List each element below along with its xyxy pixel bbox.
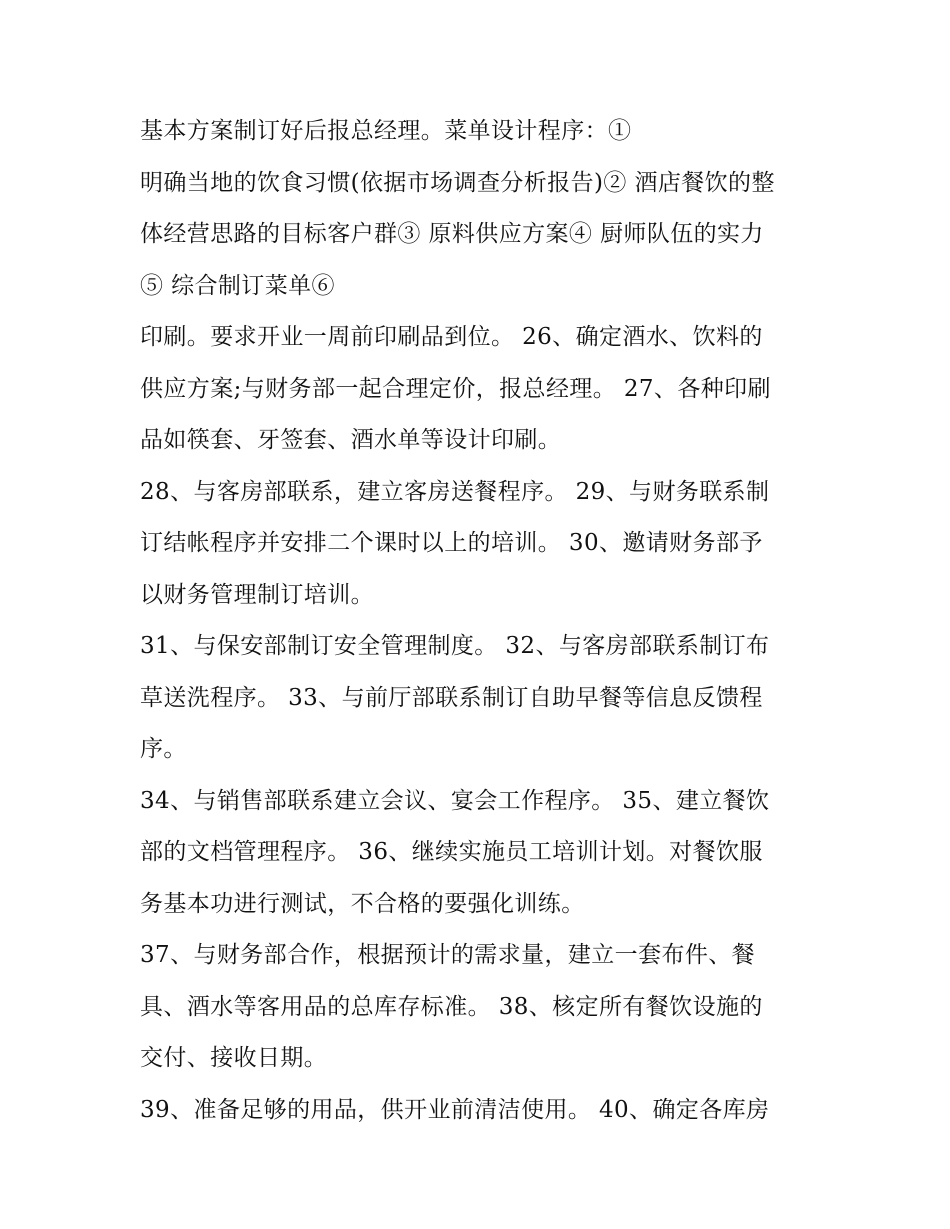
text-line: 基本方案制订好后报总经理。菜单设计程序：①: [140, 118, 632, 144]
text-line: 34、与销售部联系建立会议、宴会工作程序。 35、建立餐饮: [140, 787, 770, 814]
text-line: 订结帐程序并安排二个课时以上的培训。 30、邀请财务部予: [140, 530, 763, 556]
text-line: 39、准备足够的用品，供开业前清洁使用。 40、确定各库房: [140, 1096, 770, 1123]
text-line: 31、与保安部制订安全管理制度。 32、与客房部联系制订布: [140, 633, 770, 659]
text-line: 交付、接收日期。: [140, 1045, 328, 1071]
text-line: 序。: [140, 736, 187, 762]
text-line: 务基本功进行测试，不合格的要强化训练。: [140, 890, 585, 917]
text-line: 供应方案;与财务部一起合理定价，报总经理。 27、各种印刷: [140, 375, 771, 402]
text-line: ⑤ 综合制订菜单⑥: [140, 272, 335, 299]
text-line: 草送洗程序。 33、与前厅部联系制订自助早餐等信息反馈程: [140, 684, 763, 711]
text-line: 28、与客房部联系，建立客房送餐程序。 29、与财务联系制: [140, 478, 770, 505]
text-line: 明确当地的饮食习惯(依据市场调查分析报告)② 酒店餐饮的整: [140, 169, 775, 196]
document-body: [140, 106, 820, 1136]
text-line: 37、与财务部合作，根据预计的需求量，建立一套布件、餐: [140, 942, 756, 968]
text-line: 部的文档管理程序。 36、继续实施员工培训计划。对餐饮服: [140, 839, 763, 865]
text-line: 体经营思路的目标客户群③ 原料供应方案④ 厨师队伍的实力: [140, 221, 764, 247]
text-line: 以财务管理制订培训。: [140, 581, 374, 608]
text-line: 具、酒水等客用品的总库存标准。 38、核定所有餐饮设施的: [140, 993, 763, 1020]
text-line: 品如筷套、牙签套、酒水单等设计印刷。: [140, 427, 562, 453]
text-line: 印刷。要求开业一周前印刷品到位。 26、确定酒水、饮料的: [140, 324, 763, 350]
